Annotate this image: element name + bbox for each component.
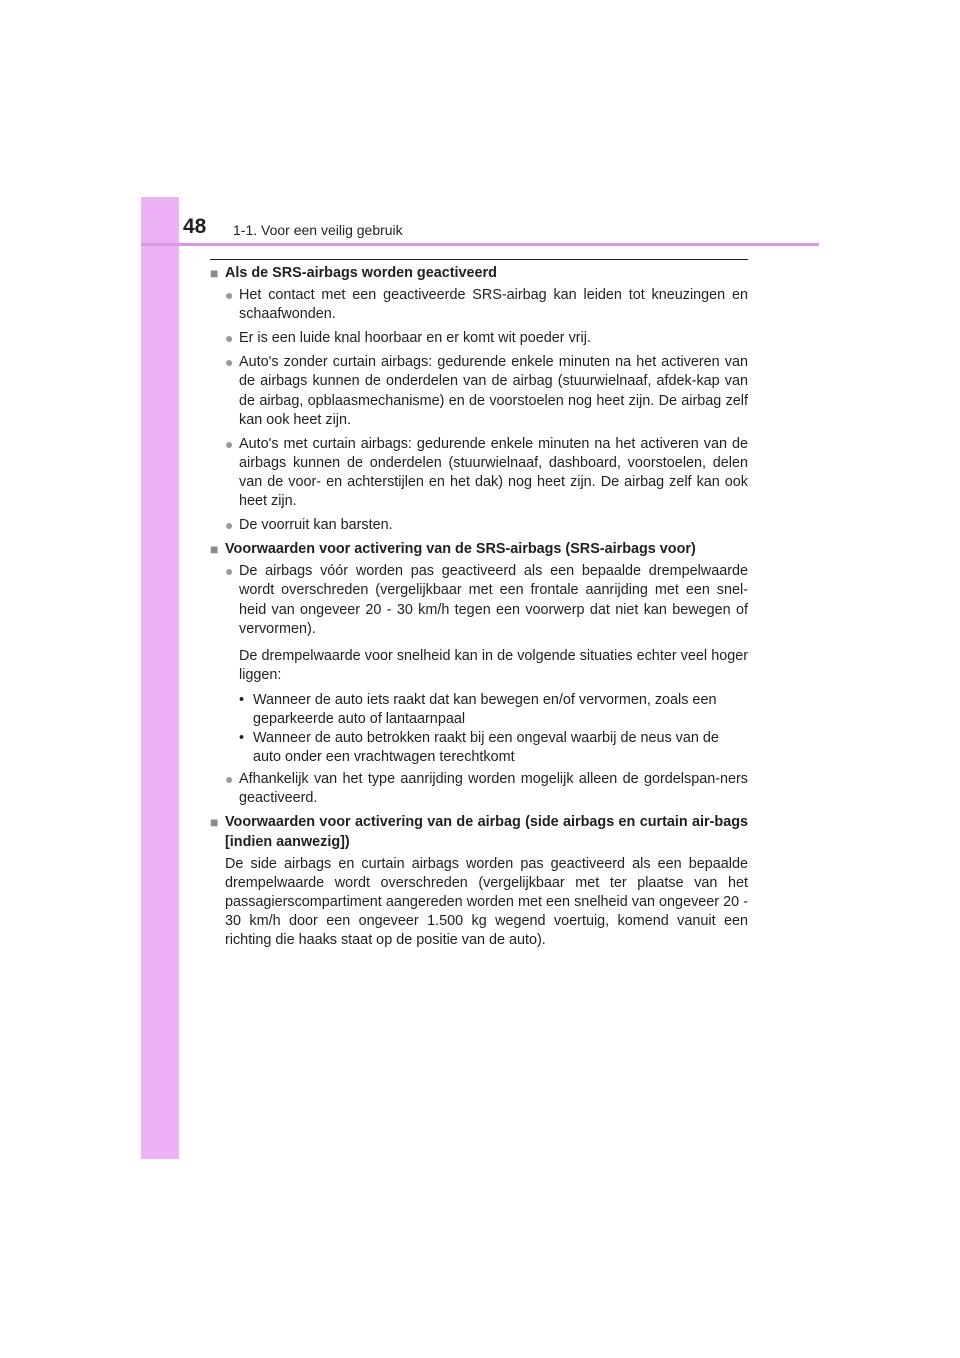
list-item bbox=[210, 770, 748, 808]
section-heading bbox=[210, 540, 748, 559]
page-content bbox=[210, 264, 748, 950]
sub-list-item-text: Wanneer de auto iets raakt dat kan bewegen en/of vervormen, zoals een geparkeerde auto of lantaarnpaal bbox=[253, 691, 717, 727]
header-rule bbox=[141, 243, 819, 246]
square-bullet-icon bbox=[210, 813, 225, 851]
round-bullet-icon bbox=[225, 770, 239, 808]
section-heading bbox=[210, 264, 748, 283]
square-bullet-icon bbox=[210, 540, 225, 559]
list-item bbox=[210, 562, 748, 638]
list-item-text: Auto's zonder curtain airbags: gedurende enkele minuten na het activeren van de airbags kunnen de onderdelen van de airbag (stuurwielnaaf, afdek-kap van de airbag, opblaasmechanisme) en de voorstoelen nog heet zijn. De airbag zelf kan ook heet zijn. bbox=[239, 354, 748, 428]
round-bullet-icon bbox=[225, 516, 239, 535]
small-bullet-icon bbox=[239, 729, 253, 767]
round-bullet-icon bbox=[225, 435, 239, 511]
section-heading-text: Als de SRS-airbags worden geactiveerd bbox=[225, 265, 497, 281]
section-heading bbox=[210, 813, 748, 851]
list-item-text: Auto's met curtain airbags: gedurende enkele minuten na het activeren van de airbags kunnen de onderdelen (stuurwielnaaf, dashboard, voorstoelen, delen van de voor- en achterstijlen en het dak) nog heet zijn. De airbag zelf kan ook heet zijn. bbox=[239, 435, 748, 510]
list-item-text: Er is een luide knal hoorbaar en er komt wit poeder vrij. bbox=[239, 330, 591, 347]
content-top-rule bbox=[210, 259, 748, 260]
round-bullet-icon bbox=[225, 329, 239, 348]
square-bullet-icon bbox=[210, 264, 225, 283]
small-bullet-icon bbox=[239, 691, 253, 729]
threshold-note: De drempelwaarde voor snelheid kan in de volgende situaties echter veel hoger liggen: bbox=[239, 647, 748, 683]
list-item bbox=[210, 516, 748, 535]
section-body-text: De side airbags en curtain airbags worden pas geactiveerd als een bepaalde drempelwaarde wordt overschreden (vergelijkbaar met ter plaatse van het passagierscompartiment aangereden worden met een snelheid van ongeveer 20 - 30 km/h door een ongeveer 1.500 kg wegend voertuig, komend vanuit een richting die haaks staat op de positie van de auto). bbox=[225, 855, 748, 948]
list-item bbox=[210, 286, 748, 324]
section-heading-text: Voorwaarden voor activering van de SRS-airbags (SRS-airbags voor) bbox=[225, 541, 696, 558]
section-airbags-activated bbox=[210, 264, 748, 535]
page-number: 48 bbox=[183, 215, 207, 238]
list-item bbox=[210, 353, 748, 429]
list-item-text: De voorruit kan barsten. bbox=[239, 517, 393, 534]
chapter-title: 1-1. Voor een veilig gebruik bbox=[233, 222, 403, 238]
section-heading-text: Voorwaarden voor activering van de airbag (side airbags en curtain air-bags [indien aanwezig]) bbox=[225, 814, 748, 850]
list-item bbox=[210, 435, 748, 511]
round-bullet-icon bbox=[225, 562, 239, 638]
sub-list-item-text: Wanneer de auto betrokken raakt bij een ongeval waarbij de neus van de auto onder een vrachtwagen terechtkomt bbox=[253, 730, 719, 766]
chapter-sidebar-tab bbox=[141, 197, 179, 1159]
section-front-airbag-conditions bbox=[210, 540, 748, 808]
list-item-text: Afhankelijk van het type aanrijding worden mogelijk alleen de gordelspan-ners geactiveerd. bbox=[239, 771, 748, 807]
round-bullet-icon bbox=[225, 286, 239, 324]
list-item bbox=[210, 329, 748, 348]
sub-list-item bbox=[210, 729, 748, 767]
round-bullet-icon bbox=[225, 353, 239, 429]
sub-list-item bbox=[210, 691, 748, 729]
list-item-text: De airbags vóór worden pas geactiveerd als een bepaalde drempelwaarde wordt overschreden (vergelijkbaar met een frontale aanrijding met een snel-heid van ongeveer 20 - 30 km/h tegen een voorwerp dat niet kan bewegen of vervormen). bbox=[239, 563, 748, 637]
section-side-airbag-conditions bbox=[210, 813, 748, 950]
list-item-text: Het contact met een geactiveerde SRS-airbag kan leiden tot kneuzingen en schaafwonden. bbox=[239, 287, 748, 323]
